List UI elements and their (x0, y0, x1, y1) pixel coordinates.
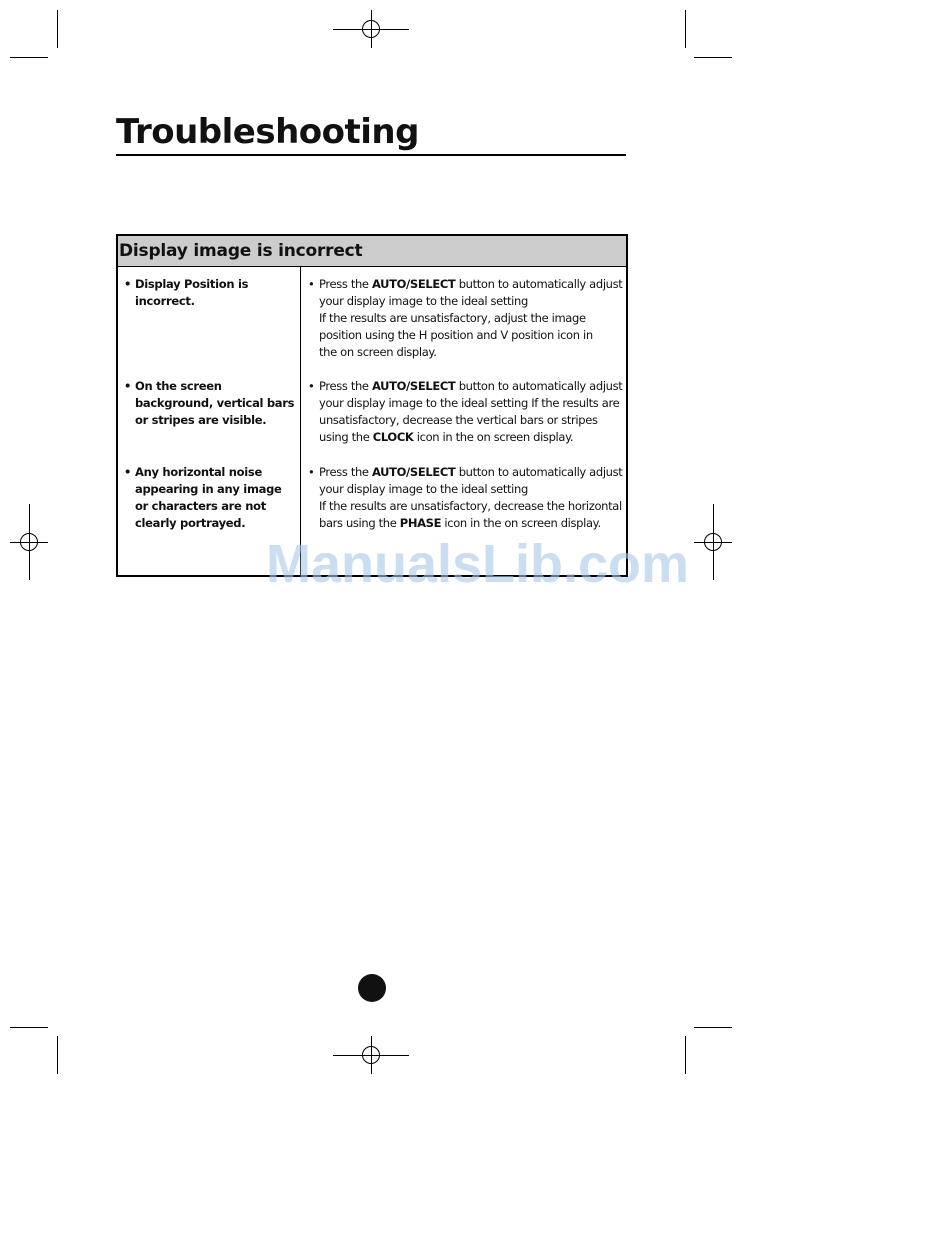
solution-line: position using the H position and V position icon in (319, 328, 593, 342)
symptom-text: Display Position is incorrect. (135, 277, 249, 308)
page-title: Troubleshooting (116, 112, 419, 152)
solution-line: using the CLOCK icon in the on screen display. (319, 430, 574, 444)
bullet-icon: • (124, 379, 132, 393)
solution-line: unsatisfactory, decrease the vertical bars or stripes (319, 413, 598, 427)
bullet-icon: • (124, 277, 132, 291)
symptom-text: On the screen background, vertical bars or stripes are visible. (135, 379, 295, 427)
solution-line: If the results are unsatisfactory, decrease the horizontal (319, 499, 622, 513)
symptom-cell (124, 464, 296, 532)
bullet-icon: • (124, 465, 132, 479)
solution-line: Press the AUTO/SELECT button to automatically adjust (319, 465, 623, 479)
bullet-icon: • (308, 277, 315, 291)
registration-top-circle (362, 20, 380, 38)
registration-right-circle (704, 533, 722, 551)
crop-mark-bottom-left-h (10, 1027, 48, 1028)
column-divider (300, 267, 301, 575)
registration-bottom-circle (362, 1046, 380, 1064)
solution-line: the on screen display. (319, 345, 437, 359)
symptom-cell (124, 276, 296, 310)
solution-line: Press the AUTO/SELECT button to automatically adjust (319, 277, 623, 291)
crop-mark-bottom-right-v (685, 1036, 686, 1074)
symptom-cell (124, 378, 296, 429)
solution-line: your display image to the ideal setting (319, 294, 528, 308)
title-underline (116, 154, 626, 156)
solution-cell (308, 276, 626, 361)
crop-mark-top-right-h (694, 57, 732, 58)
troubleshooting-table (116, 234, 628, 577)
crop-mark-top-right-v (685, 10, 686, 48)
solution-line: If the results are unsatisfactory, adjust the image (319, 311, 586, 325)
bullet-icon: • (308, 465, 315, 479)
crop-mark-top-left-h (10, 57, 48, 58)
watermark: ManualsLib.com (266, 534, 690, 594)
page-number-dot (358, 974, 386, 1002)
solution-line: your display image to the ideal setting If the results are (319, 396, 620, 410)
symptom-text: Any horizontal noise appearing in any image or characters are not clearly portrayed. (135, 465, 282, 530)
solution-line: Press the AUTO/SELECT button to automatically adjust (319, 379, 623, 393)
solution-cell (308, 378, 626, 446)
crop-mark-top-left-v (57, 10, 58, 48)
solution-line: your display image to the ideal setting (319, 482, 528, 496)
registration-left-circle (20, 533, 38, 551)
solution-line: bars using the PHASE icon in the on screen display. (319, 516, 601, 530)
table-header: Display image is incorrect (118, 236, 626, 267)
bullet-icon: • (308, 379, 315, 393)
solution-cell (308, 464, 626, 532)
crop-mark-bottom-right-h (694, 1027, 732, 1028)
crop-mark-bottom-left-v (57, 1036, 58, 1074)
